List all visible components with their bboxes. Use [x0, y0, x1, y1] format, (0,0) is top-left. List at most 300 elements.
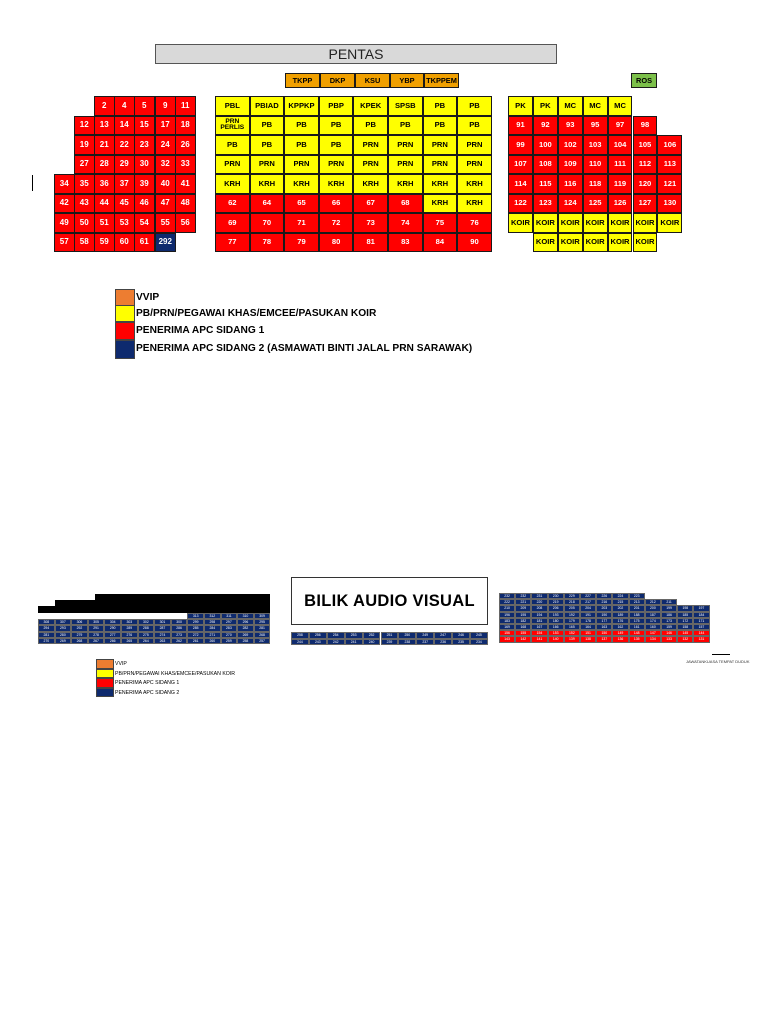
seat: 259 [221, 638, 238, 644]
seat: 181 [531, 618, 547, 624]
seat: 160 [645, 624, 661, 630]
seat: 143 [499, 636, 515, 642]
seat: 209 [515, 605, 531, 611]
seat: 286 [171, 625, 188, 631]
seat: 167 [531, 624, 547, 630]
seat: 43 [74, 194, 95, 214]
seat: 301 [154, 619, 171, 625]
seat: 278 [88, 632, 105, 638]
seat: 191 [580, 612, 596, 618]
seat: 260 [204, 638, 221, 644]
seat: 234 [470, 639, 488, 646]
seat: KRH [388, 174, 423, 194]
seat: 222 [499, 599, 515, 605]
seat: 264 [138, 638, 155, 644]
seat: 97 [608, 116, 633, 136]
seat: 120 [633, 174, 658, 194]
seat: KRH [457, 174, 492, 194]
seat: 232 [515, 593, 531, 599]
seat: 9 [155, 96, 176, 116]
seat: 202 [612, 605, 628, 611]
seat: 11 [175, 96, 196, 116]
seat: 249 [416, 632, 434, 639]
seat: KOIR [633, 233, 658, 253]
seat: MC [608, 96, 633, 116]
seat: 118 [583, 174, 608, 194]
legend-label: VVIP [115, 661, 127, 667]
seat: 55 [155, 213, 176, 233]
seat: 69 [215, 213, 250, 233]
seat: 270 [38, 638, 55, 644]
seat: 138 [580, 636, 596, 642]
seat: 90 [457, 233, 492, 253]
vvip-seat: DKP [320, 73, 355, 88]
seat: KRH [423, 194, 458, 214]
seat: 258 [237, 638, 254, 644]
seat: KRH [457, 194, 492, 214]
seat: 12 [74, 116, 95, 136]
seat: 18 [175, 116, 196, 136]
seat: 257 [254, 638, 271, 644]
seat: 65 [284, 194, 319, 214]
seat: 240 [363, 639, 381, 646]
seat: 122 [508, 194, 533, 214]
seat: 76 [457, 213, 492, 233]
seat: 135 [629, 636, 645, 642]
seat: 220 [531, 599, 547, 605]
seat: 310 [237, 613, 254, 619]
seat: 184 [693, 612, 709, 618]
legend-swatch [115, 289, 135, 306]
seat: 93 [558, 116, 583, 136]
seat: 148 [629, 630, 645, 636]
seat: 244 [291, 639, 309, 646]
seat: 283 [221, 625, 238, 631]
seat: 265 [121, 638, 138, 644]
legend-label: PB/PRN/PEGAWAI KHAS/EMCEE/PASUKAN KOIR [136, 308, 377, 319]
seat: 163 [596, 624, 612, 630]
seat: 2 [94, 96, 115, 116]
seat: 183 [499, 618, 515, 624]
seat: 309 [254, 613, 271, 619]
seat: PRN [457, 155, 492, 175]
seat: PB [423, 96, 458, 116]
seat: 57 [54, 233, 75, 253]
seat: 134 [645, 636, 661, 642]
seat: 285 [187, 625, 204, 631]
legend-label: PENERIMA APC SIDANG 2 (ASMAWATI BINTI JALAL PRN SARAWAK) [136, 343, 473, 354]
seat: 58 [74, 233, 95, 253]
seat: 299 [187, 619, 204, 625]
seat: 231 [531, 593, 547, 599]
seat: 64 [250, 194, 285, 214]
seat: 284 [204, 625, 221, 631]
seat: 267 [88, 638, 105, 644]
seat: 114 [508, 174, 533, 194]
seat: 171 [693, 618, 709, 624]
seat: 49 [54, 213, 75, 233]
seat: 132 [677, 636, 693, 642]
seat: 39 [134, 174, 155, 194]
seat: 145 [677, 630, 693, 636]
seat: 293 [55, 625, 72, 631]
seat: PB [284, 116, 319, 136]
seat: MC [558, 96, 583, 116]
seat: 169 [499, 624, 515, 630]
seat: 164 [580, 624, 596, 630]
seat: 200 [645, 605, 661, 611]
seat: 36 [94, 174, 115, 194]
seat: 275 [138, 632, 155, 638]
seat: PRN [388, 135, 423, 155]
seat: 313 [187, 613, 204, 619]
seat: 47 [155, 194, 176, 214]
seat: 71 [284, 213, 319, 233]
legend-label: PB/PRN/PEGAWAI KHAS/EMCEE/PASUKAN KOIR [115, 670, 236, 677]
seat: 204 [580, 605, 596, 611]
seat: 298 [204, 619, 221, 625]
seat: 308 [38, 619, 55, 625]
seat: 28 [94, 155, 115, 175]
seat: 24 [155, 135, 176, 155]
seat: PB [423, 116, 458, 136]
seat: KOIR [533, 233, 558, 253]
seat: 218 [564, 599, 580, 605]
seat: 131 [693, 636, 709, 642]
seat: 22 [114, 135, 135, 155]
seat: 253 [345, 632, 363, 639]
seat: 213 [629, 599, 645, 605]
seat: 21 [94, 135, 115, 155]
seat: 46 [134, 194, 155, 214]
seat: PRN [353, 135, 388, 155]
seat: 149 [612, 630, 628, 636]
seat: 288 [138, 625, 155, 631]
seat: 113 [657, 155, 682, 175]
seat: 144 [693, 630, 709, 636]
seat: 161 [629, 624, 645, 630]
seat: 37 [114, 174, 135, 194]
seat: 237 [416, 639, 434, 646]
seat: 172 [677, 618, 693, 624]
seat: 271 [204, 632, 221, 638]
seat: 133 [661, 636, 677, 642]
seat: 274 [154, 632, 171, 638]
seat: 189 [612, 612, 628, 618]
seat-row-bar [38, 606, 270, 613]
seat: KOIR [583, 233, 608, 253]
seat: 174 [645, 618, 661, 624]
seat: 212 [645, 599, 661, 605]
seat: 195 [515, 612, 531, 618]
seat: 281 [38, 632, 55, 638]
seat: PRN [319, 155, 354, 175]
seat: 193 [548, 612, 564, 618]
legend-swatch [96, 688, 114, 698]
seat: 280 [55, 632, 72, 638]
seat: 119 [608, 174, 633, 194]
seat: 307 [55, 619, 72, 625]
seat: 147 [645, 630, 661, 636]
seat: 73 [353, 213, 388, 233]
seat: 124 [558, 194, 583, 214]
seat: 173 [661, 618, 677, 624]
seat: 290 [104, 625, 121, 631]
seat: PB [353, 116, 388, 136]
seat: 223 [629, 593, 645, 599]
seat: 34 [54, 174, 75, 194]
seat: PB [250, 116, 285, 136]
seat: 150 [596, 630, 612, 636]
seat: PRN [250, 155, 285, 175]
seat: 196 [499, 612, 515, 618]
legend-swatch [115, 305, 135, 322]
seat: KOIR [558, 213, 583, 233]
seat: 83 [388, 233, 423, 253]
seat: 50 [74, 213, 95, 233]
seat: 281 [254, 625, 271, 631]
seat: 4 [114, 96, 135, 116]
seat: 302 [138, 619, 155, 625]
seat: 217 [580, 599, 596, 605]
seat: 235 [452, 639, 470, 646]
legend-swatch [115, 322, 135, 340]
seat: PRN [284, 155, 319, 175]
seat: 115 [533, 174, 558, 194]
seat: PBL [215, 96, 250, 116]
seat: 91 [508, 116, 533, 136]
rule-line [712, 654, 730, 655]
seat: 99 [508, 135, 533, 155]
seat: 211 [661, 599, 677, 605]
seat: 103 [583, 135, 608, 155]
seat: 273 [171, 632, 188, 638]
seat: PRN [423, 135, 458, 155]
seat: 187 [645, 612, 661, 618]
seat: KOIR [657, 213, 682, 233]
seat: 289 [121, 625, 138, 631]
seat: 23 [134, 135, 155, 155]
seat: 177 [596, 618, 612, 624]
seat: 79 [284, 233, 319, 253]
seat: KOIR [558, 233, 583, 253]
seat: PB [457, 96, 492, 116]
seat: PRN PERLIS [215, 116, 250, 136]
seat: KOIR [583, 213, 608, 233]
seat: 35 [74, 174, 95, 194]
legend-label: PENERIMA APC SIDANG 1 [115, 680, 180, 686]
seat: 109 [558, 155, 583, 175]
seat: 159 [661, 624, 677, 630]
seat: 295 [254, 619, 271, 625]
seat: 42 [54, 194, 75, 214]
seat: 62 [215, 194, 250, 214]
seat: 61 [134, 233, 155, 253]
seat: 121 [657, 174, 682, 194]
seat: 75 [423, 213, 458, 233]
seat: PB [319, 116, 354, 136]
seat: KRH [353, 174, 388, 194]
seat: PRN [457, 135, 492, 155]
seat: 106 [657, 135, 682, 155]
seat: 238 [398, 639, 416, 646]
seat: 221 [515, 599, 531, 605]
seat: 178 [580, 618, 596, 624]
seat: 5 [134, 96, 155, 116]
seat: 13 [94, 116, 115, 136]
seat: PRN [215, 155, 250, 175]
seat: KRH [284, 174, 319, 194]
seat: 66 [319, 194, 354, 214]
seat: 258 [291, 632, 309, 639]
seat: 268 [71, 638, 88, 644]
seat: 104 [608, 135, 633, 155]
seat: 192 [564, 612, 580, 618]
seat: 110 [583, 155, 608, 175]
seat: 215 [612, 599, 628, 605]
seat: 116 [558, 174, 583, 194]
seat: 227 [580, 593, 596, 599]
seat: 276 [121, 632, 138, 638]
seat: 74 [388, 213, 423, 233]
seat: 78 [250, 233, 285, 253]
seat: 203 [596, 605, 612, 611]
seat: 127 [633, 194, 658, 214]
seat: 229 [564, 593, 580, 599]
seat: 263 [154, 638, 171, 644]
seat: 262 [171, 638, 188, 644]
seat: KPPKP [284, 96, 319, 116]
seat: PBP [319, 96, 354, 116]
seat: 130 [657, 194, 682, 214]
seat: 312 [204, 613, 221, 619]
seat: 137 [596, 636, 612, 642]
seat: 92 [533, 116, 558, 136]
seat: 77 [215, 233, 250, 253]
seat: 95 [583, 116, 608, 136]
seat: 140 [548, 636, 564, 642]
seat: 179 [564, 618, 580, 624]
seat: 136 [612, 636, 628, 642]
seat: 141 [531, 636, 547, 642]
legend-label: VVIP [136, 292, 160, 303]
seat: KRH [215, 174, 250, 194]
seat: 185 [677, 612, 693, 618]
seat: 51 [94, 213, 115, 233]
legend-swatch [96, 669, 114, 679]
seat: 19 [74, 135, 95, 155]
seat: 139 [564, 636, 580, 642]
seat: PK [508, 96, 533, 116]
seat: 123 [533, 194, 558, 214]
seat: 210 [499, 605, 515, 611]
seat: 72 [319, 213, 354, 233]
seat: 54 [134, 213, 155, 233]
seat: KRH [250, 174, 285, 194]
seat: 126 [608, 194, 633, 214]
seat: 254 [327, 632, 345, 639]
seat: SPSB [388, 96, 423, 116]
vvip-seat: YBP [390, 73, 424, 88]
vvip-seat: TKPP [285, 73, 320, 88]
vvip-seat: KSU [355, 73, 390, 88]
seat: 81 [353, 233, 388, 253]
seat: 269 [237, 632, 254, 638]
seat: 98 [633, 116, 658, 136]
seat: 269 [55, 638, 72, 644]
seat: 154 [531, 630, 547, 636]
seat: KRH [423, 174, 458, 194]
seat: 208 [531, 605, 547, 611]
seat: 27 [74, 155, 95, 175]
seat: 236 [434, 639, 452, 646]
seat: 246 [452, 632, 470, 639]
seat: 279 [71, 632, 88, 638]
seat: 292 [71, 625, 88, 631]
seat: PRN [388, 155, 423, 175]
seat: 277 [104, 632, 121, 638]
seat: KOIR [508, 213, 533, 233]
text-cursor [32, 175, 33, 191]
seat: 60 [114, 233, 135, 253]
seat: 239 [381, 639, 399, 646]
seat: 168 [515, 624, 531, 630]
seat: 157 [693, 624, 709, 630]
seat: 32 [155, 155, 176, 175]
seat: KOIR [633, 213, 658, 233]
seat: 41 [175, 174, 196, 194]
seat: 268 [254, 632, 271, 638]
seat: 272 [187, 632, 204, 638]
seat: 199 [661, 605, 677, 611]
seat: 30 [134, 155, 155, 175]
seat: 261 [187, 638, 204, 644]
seat: 216 [596, 599, 612, 605]
seat: 155 [515, 630, 531, 636]
seat: 80 [319, 233, 354, 253]
seat: KPEK [353, 96, 388, 116]
seat: KOIR [608, 233, 633, 253]
seat: 266 [104, 638, 121, 644]
seat: KOIR [533, 213, 558, 233]
seat: 180 [548, 618, 564, 624]
seat: 84 [423, 233, 458, 253]
seat: PB [215, 135, 250, 155]
seat: PB [319, 135, 354, 155]
seat: 151 [580, 630, 596, 636]
seat: 68 [388, 194, 423, 214]
seat: 251 [381, 632, 399, 639]
seat: 242 [327, 639, 345, 646]
seat: 241 [345, 639, 363, 646]
seat: 247 [434, 632, 452, 639]
seat: 206 [548, 605, 564, 611]
seat: 29 [114, 155, 135, 175]
seat: 304 [104, 619, 121, 625]
seat: 305 [88, 619, 105, 625]
seat: 40 [155, 174, 176, 194]
seat: PRN [353, 155, 388, 175]
seat: 142 [515, 636, 531, 642]
seat: 59 [94, 233, 115, 253]
seat: 282 [237, 625, 254, 631]
seat: 67 [353, 194, 388, 214]
seat: 303 [121, 619, 138, 625]
seat: 108 [533, 155, 558, 175]
legend-label: PENERIMA APC SIDANG 2 [115, 689, 180, 696]
vvip-seat: TKPPEM [424, 73, 459, 88]
seat: 48 [175, 194, 196, 214]
